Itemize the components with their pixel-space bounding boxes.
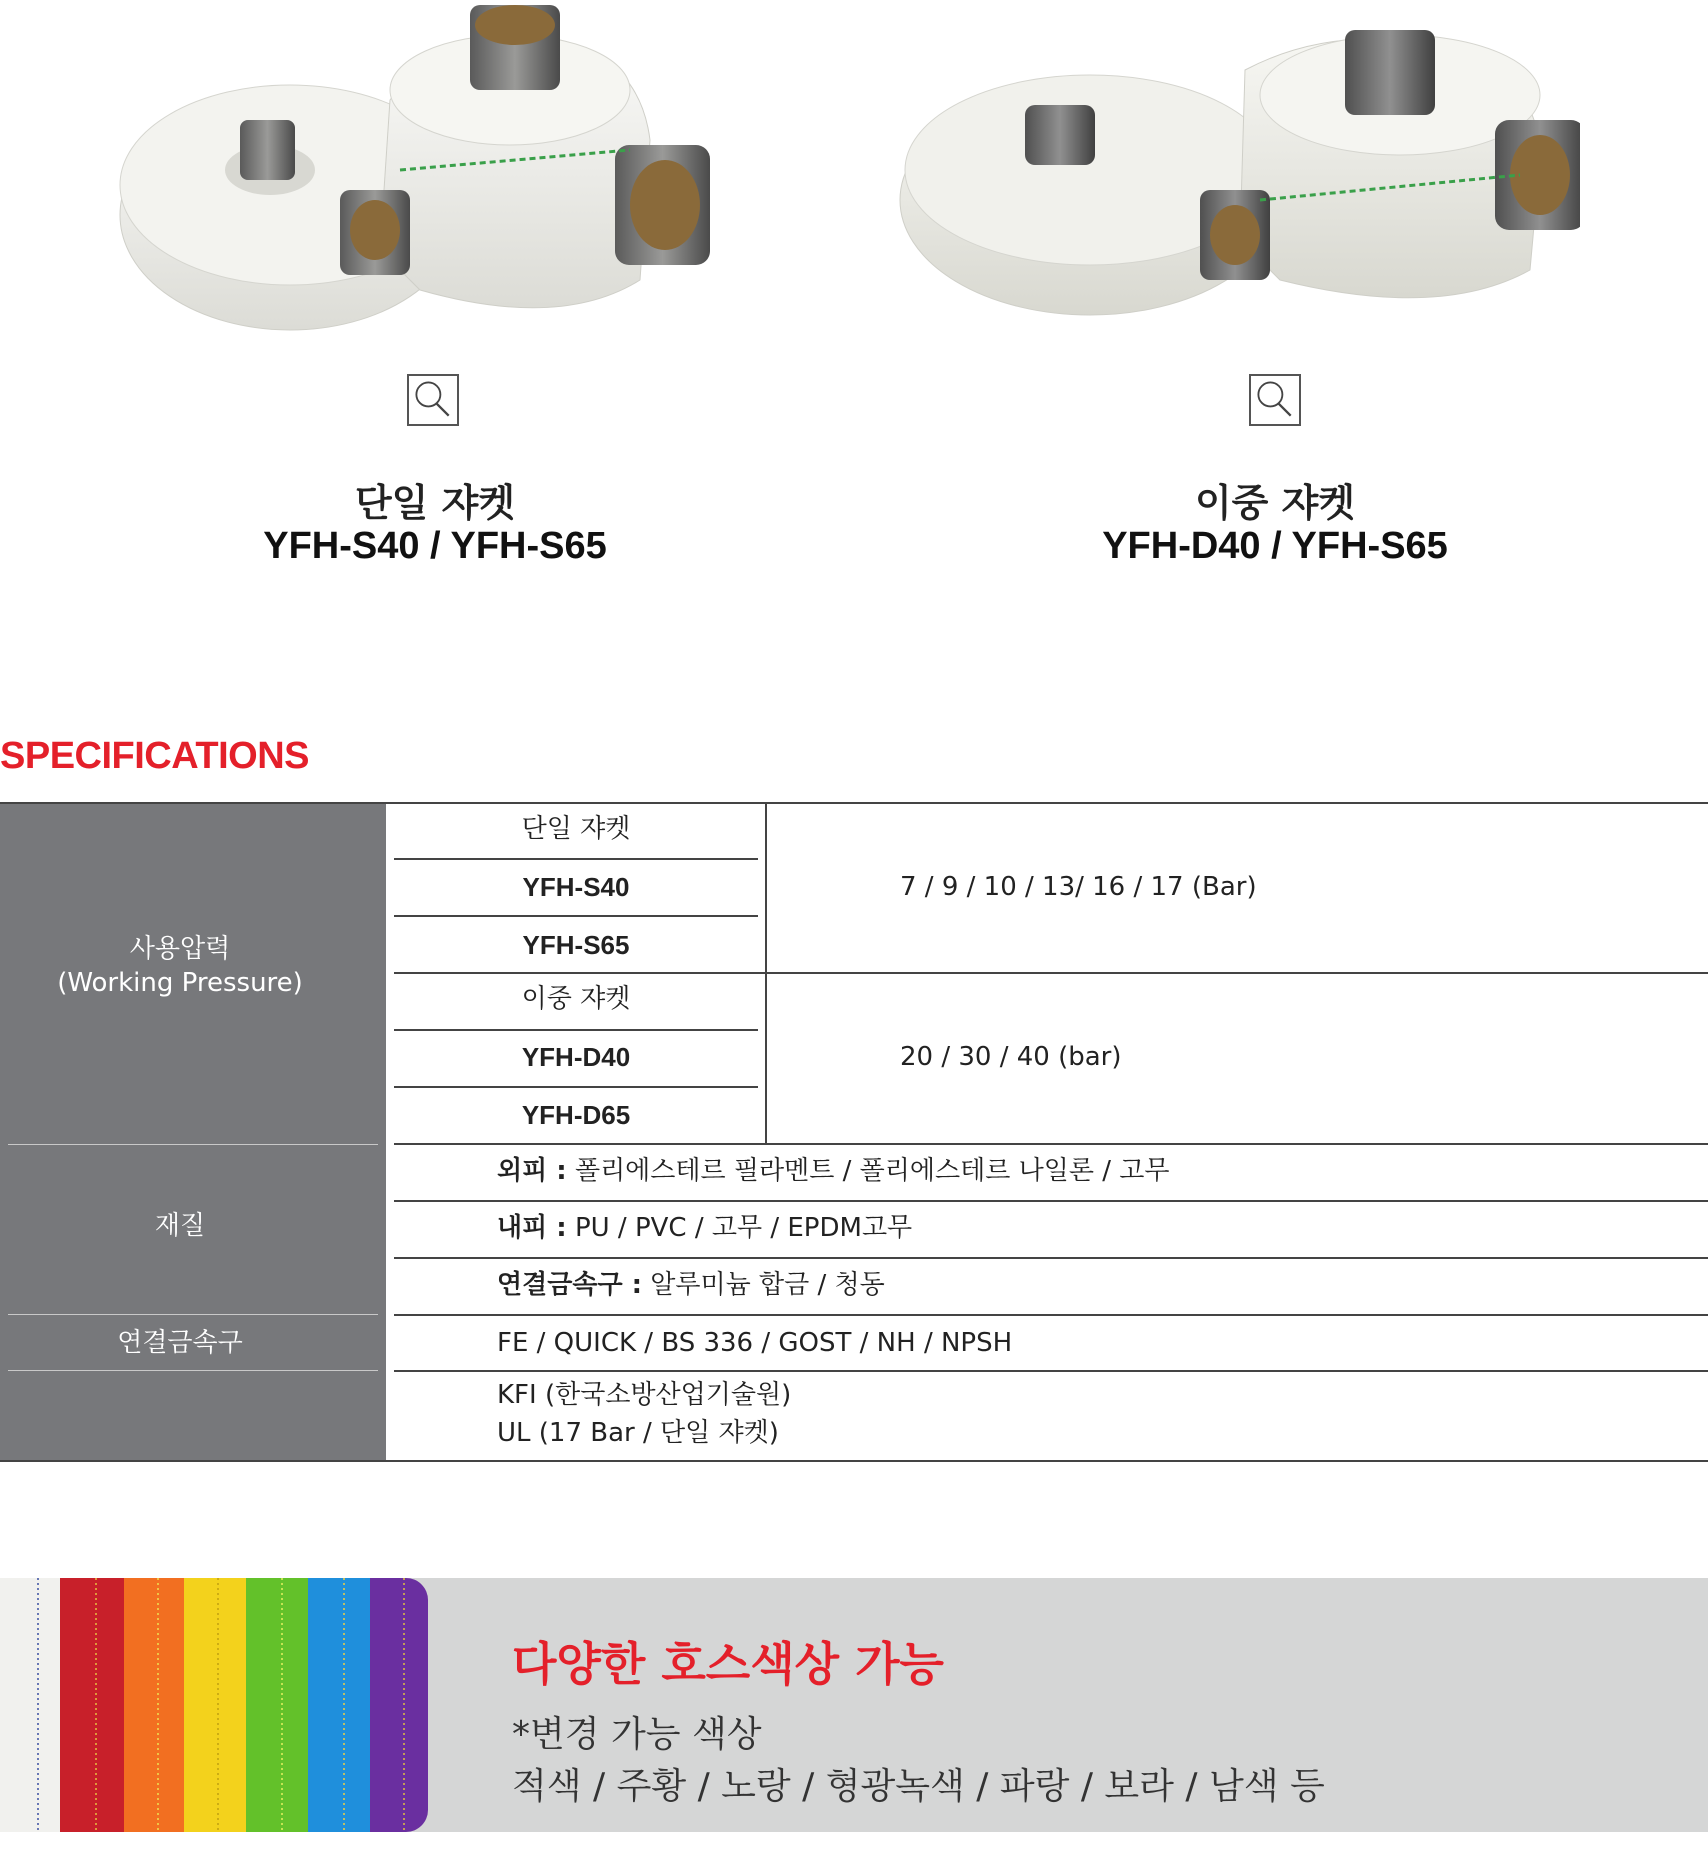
coupling-label: 연결금속구 (117, 1328, 243, 1358)
material-inner-key: 내피 : (497, 1213, 567, 1243)
certification-ul: UL (17 Bar / 단일 쟈켓) (497, 1418, 779, 1448)
model-yfh-d65: YFH-D65 (521, 1100, 631, 1130)
double-jacket-label: 이중 쟈켓 (521, 984, 631, 1014)
divider (394, 915, 758, 917)
material-label: 재질 (154, 1211, 206, 1241)
working-pressure-label-en: (Working Pressure) (57, 968, 303, 998)
certification-kfi: KFI (한국소방산업기술원) (497, 1380, 792, 1410)
material-inner-value: PU / PVC / 고무 / EPDM고무 (566, 1213, 913, 1243)
model-yfh-d40: YFH-D40 (521, 1042, 631, 1072)
divider (394, 1370, 1708, 1372)
divider (394, 972, 1708, 974)
magnifier-icon (1251, 376, 1299, 424)
color-banner-title: 다양한 호스색상 가능 (512, 1637, 944, 1691)
product-name-double: 이중 쟈켓 (1194, 481, 1356, 525)
model-yfh-s40: YFH-S40 (522, 872, 630, 902)
product-image-double (880, 0, 1580, 370)
product-name-single: 단일 쟈켓 (354, 481, 516, 525)
divider (8, 1144, 378, 1145)
divider (8, 1314, 378, 1315)
model-yfh-s65: YFH-S65 (522, 930, 630, 960)
divider (394, 1143, 1708, 1145)
single-jacket-label: 단일 쟈켓 (521, 814, 631, 844)
divider (394, 1029, 758, 1031)
zoom-button-double[interactable] (1249, 374, 1301, 426)
coupling-types: FE / QUICK / BS 336 / GOST / NH / NPSH (497, 1328, 1013, 1358)
divider (394, 1086, 758, 1088)
material-coupling-row (497, 1268, 885, 1302)
color-options-banner (0, 1578, 1708, 1832)
material-coupling-key: 연결금속구 : (497, 1270, 643, 1300)
divider (765, 804, 767, 1144)
product-image-single (40, 0, 740, 370)
divider (394, 1200, 1708, 1202)
double-jacket-pressure: 20 / 30 / 40 (bar) (900, 1042, 1122, 1072)
material-inner-row (497, 1211, 912, 1245)
color-banner-colors: 적색 / 주황 / 노랑 / 형광녹색 / 파랑 / 보라 / 남색 등 (512, 1766, 1325, 1807)
material-outer-value: 폴리에스테르 필라멘트 / 폴리에스테르 나일론 / 고무 (566, 1156, 1170, 1186)
material-outer-key: 외피 : (497, 1156, 567, 1186)
working-pressure-label: 사용압력 (129, 934, 231, 964)
magnifier-icon (409, 376, 457, 424)
specifications-title: SPECIFICATIONS (0, 735, 309, 777)
divider (394, 1314, 1708, 1316)
spec-label-column (0, 804, 386, 1460)
specifications-table (0, 802, 1708, 1462)
model-name-single: YFH-S40 / YFH-S65 (263, 525, 607, 567)
single-jacket-pressure: 7 / 9 / 10 / 13/ 16 / 17 (Bar) (900, 872, 1257, 902)
hose-reel-single-jacket-image (40, 0, 740, 370)
hose-reel-double-jacket-image (880, 0, 1580, 370)
color-banner-subtitle: *변경 가능 색상 (512, 1714, 762, 1755)
material-outer-row (497, 1154, 1170, 1188)
zoom-button-single[interactable] (407, 374, 459, 426)
hose-color-swatches (0, 1578, 428, 1832)
divider (8, 1370, 378, 1371)
model-name-double: YFH-D40 / YFH-S65 (1102, 525, 1448, 567)
divider (394, 858, 758, 860)
divider (394, 1257, 1708, 1259)
hose-color-swatch-image (0, 1578, 428, 1832)
material-coupling-value: 알루미늄 합금 / 청동 (642, 1270, 885, 1300)
